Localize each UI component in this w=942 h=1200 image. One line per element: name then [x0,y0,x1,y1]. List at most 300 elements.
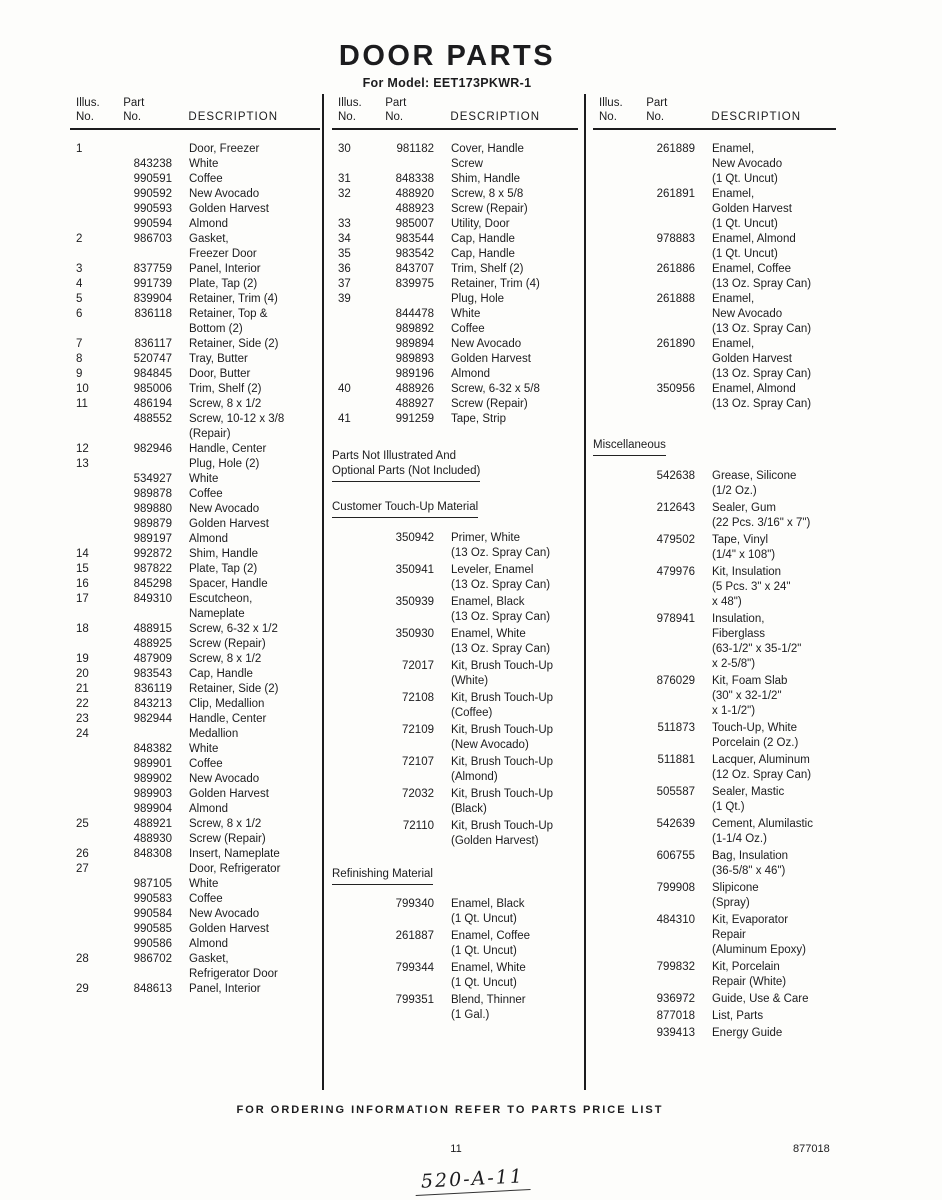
illus-no [70,892,120,907]
part-description: Kit, Brush Touch-Up (Black) [451,788,554,815]
part-no: 606755 [656,850,695,862]
illus-no [70,787,120,802]
part-no: 488926 [395,383,434,395]
parts-column-3 [593,96,836,1043]
illus-no: 34 [338,233,351,245]
illus-no [70,502,120,517]
illus-no [332,337,382,352]
part-row [70,292,320,307]
part-no: 989892 [395,323,434,335]
part-description: Screw, 8 x 5/8 [451,188,524,200]
illus-no: 25 [76,818,89,830]
illus-no [70,637,120,652]
part-no: 986703 [133,233,172,245]
part-row [593,469,836,499]
illus-no [593,992,643,1007]
part-row [70,382,320,397]
part-description: Kit, Foam Slab (30" x 32-1/2" x 1-1/2") [712,675,788,717]
part-description: Retainer, Side (2) [189,338,279,350]
part-no: 989893 [395,353,434,365]
part-no: 836117 [134,338,172,350]
header-illus: Illus. [338,97,362,109]
part-row [70,727,320,742]
part-description: Touch-Up, White Porcelain (2 Oz.) [712,722,799,749]
part-description: Plate, Tap (2) [189,563,258,575]
section-title-line: Parts Not Illustrated And [332,450,457,462]
part-description: Energy Guide [712,1027,783,1039]
illus-no [332,659,382,689]
illus-no [70,472,120,487]
part-no: 488925 [133,638,172,650]
section-title-line: Miscellaneous [593,439,666,451]
part-description: Screw, 6-32 x 5/8 [451,383,540,395]
part-description: Screw (Repair) [451,398,528,410]
part-row [70,892,320,907]
part-row [332,337,578,352]
part-no: 843213 [133,698,172,710]
part-row [332,217,578,232]
part-description: Enamel, Coffee (1 Qt. Uncut) [451,930,531,957]
illus-no [70,937,120,952]
illus-no [332,897,382,927]
page-number: 11 [450,1143,462,1155]
part-row [70,472,320,487]
header-no: No. [599,111,617,123]
part-description: Gasket, Freezer Door [189,233,257,260]
header-no: No. [76,111,94,123]
part-no: 350956 [656,383,695,395]
illus-no [332,627,382,657]
header-illus: Illus. [76,97,100,109]
part-row [70,157,320,172]
part-row [332,659,578,689]
header-no: No. [385,111,404,123]
part-row [70,877,320,892]
part-description: Coffee [189,173,223,185]
part-no: 849310 [133,593,172,605]
part-description: Screw, 8 x 1/2 [189,653,262,665]
part-no: 845298 [133,578,172,590]
illus-no [593,960,643,990]
part-no [382,292,434,307]
illus-no [70,202,120,217]
part-description: Kit, Brush Touch-Up (Almond) [451,756,554,783]
part-description: Screw, 8 x 1/2 [189,398,262,410]
part-no: 990586 [133,938,172,950]
illus-no: 40 [338,383,351,395]
part-no: 989879 [133,518,172,530]
illus-no: 4 [76,278,83,290]
part-row [70,397,320,412]
part-no: 511873 [657,722,695,734]
part-no: 983544 [395,233,434,245]
part-description: Coffee [451,323,485,335]
handwritten-note: 520-A-11 [414,1165,530,1196]
part-description: Screw (Repair) [451,203,528,215]
part-row [332,382,578,397]
part-row [70,712,320,727]
part-row [593,849,836,879]
part-no: 486194 [133,398,172,410]
part-row [332,322,578,337]
part-description: Golden Harvest [189,788,269,800]
illus-no [70,517,120,532]
part-no: 990583 [133,893,172,905]
illus-no [332,531,382,561]
part-row [332,142,578,172]
part-no: 876029 [656,675,695,687]
part-row [332,819,578,849]
part-row [593,992,836,1007]
part-no: 799351 [395,994,434,1006]
part-row [70,547,320,562]
parts-rows [70,142,320,997]
part-description: White [189,473,219,485]
part-description: Retainer, Trim (4) [451,278,540,290]
part-row [593,817,836,847]
part-no: 488921 [133,818,172,830]
illus-no: 8 [76,353,83,365]
illus-no [332,929,382,959]
part-no: 991259 [395,413,434,425]
part-row [70,982,320,997]
part-row [332,247,578,262]
illus-no [70,877,120,892]
part-row [332,262,578,277]
part-description: New Avocado [189,188,260,200]
part-description: Kit, Evaporator Repair (Aluminum Epoxy) [712,914,806,956]
part-row [70,862,320,877]
parts-rows [593,142,836,412]
part-no: 839904 [133,293,172,305]
part-description: Leveler, Enamel (13 Oz. Spray Can) [451,564,551,591]
part-no: 990591 [133,173,172,185]
part-row [70,142,320,157]
part-no: 848382 [133,743,172,755]
part-no: 212643 [656,502,695,514]
part-no: 836118 [134,308,172,320]
part-description: Primer, White (13 Oz. Spray Can) [451,532,551,559]
part-no: 990585 [133,923,172,935]
illus-no [70,187,120,202]
part-no: 261891 [656,188,695,200]
parts-column-2 [332,96,578,1025]
part-no: 982944 [133,713,172,725]
illus-no: 9 [76,368,83,380]
part-row [70,697,320,712]
part-no: 542638 [656,470,695,482]
illus-no [593,674,643,719]
illus-no [593,292,643,337]
illus-no: 14 [76,548,89,560]
part-no: 350941 [395,564,434,576]
part-description: Grease, Silicone (1/2 Oz.) [712,470,797,497]
part-description: Kit, Brush Touch-Up (New Avocado) [451,724,554,751]
part-description: Screw (Repair) [189,833,266,845]
part-row [332,961,578,991]
illus-no [593,533,643,563]
part-row [70,802,320,817]
illus-no [332,723,382,753]
part-row [70,577,320,592]
illus-no [593,785,643,815]
part-no [120,142,172,157]
part-row [70,187,320,202]
illus-no: 2 [76,233,83,245]
part-no: 511881 [657,754,695,766]
part-row [70,172,320,187]
part-no [120,727,172,742]
part-description: Insert, Nameplate [189,848,280,860]
illus-no: 20 [76,668,89,680]
part-description: Tape, Strip [451,413,506,425]
illus-no: 16 [76,578,89,590]
part-row [70,817,320,832]
part-no [120,457,172,472]
part-no: 989901 [133,758,172,770]
part-no: 989894 [395,338,434,350]
illus-no: 15 [76,563,89,575]
part-no: 488927 [395,398,434,410]
part-description: Insulation, Fiberglass (63-1/2" x 35-1/2" x 2-5/8") [712,613,802,670]
part-no: 837759 [133,263,172,275]
part-row [70,637,320,652]
illus-no: 21 [76,683,89,695]
part-description: Screw, 6-32 x 1/2 [189,623,278,635]
part-description: Spacer, Handle [189,578,268,590]
part-description: Handle, Center [189,713,267,725]
illus-no: 29 [76,983,89,995]
part-no: 261889 [656,143,695,155]
part-row [593,721,836,751]
part-no: 72109 [402,724,434,736]
illus-no [70,217,120,232]
part-description: Bag, Insulation (36-5/8" x 46") [712,850,789,877]
part-row [70,232,320,262]
part-no: 487909 [133,653,172,665]
part-no: 488915 [133,623,172,635]
header-description: DESCRIPTION [450,111,540,123]
part-row [70,937,320,952]
part-description: Sealer, Gum (22 Pcs. 3/16" x 7") [712,502,811,529]
part-row [593,533,836,563]
section-title-not-illustrated [332,449,480,482]
part-no: 990593 [133,203,172,215]
part-row [70,517,320,532]
part-description: Enamel, White (13 Oz. Spray Can) [451,628,551,655]
part-description: Almond [451,368,490,380]
section-title-line: Customer Touch-Up Material [332,501,479,513]
illus-no [70,157,120,172]
illus-no [593,817,643,847]
part-row [70,592,320,622]
illus-no [593,232,643,262]
part-description: List, Parts [712,1010,764,1022]
part-row [593,382,836,412]
part-description: Blend, Thinner (1 Gal.) [451,994,526,1021]
part-no: 990592 [133,188,172,200]
part-row [593,913,836,958]
part-no: 990594 [133,218,172,230]
part-row [70,847,320,862]
part-description: Medallion [189,728,239,740]
part-row [593,881,836,911]
part-row [332,277,578,292]
illus-no [70,832,120,847]
illus-no: 7 [76,338,83,350]
illus-no [70,487,120,502]
part-row [593,337,836,382]
column-header [332,96,578,130]
part-no: 844478 [395,308,434,320]
part-description: Almond [189,218,228,230]
page-header [0,40,894,90]
part-row [70,667,320,682]
part-no: 261890 [656,338,695,350]
illus-no [332,787,382,817]
header-part: Part [385,97,407,109]
illus-no: 41 [338,413,351,425]
part-no: 261888 [656,293,695,305]
part-description: Enamel, Golden Harvest (13 Oz. Spray Can) [712,338,812,380]
part-row [332,397,578,412]
part-no: 990584 [133,908,172,920]
part-row [70,262,320,277]
illus-no: 32 [338,188,351,200]
illus-no [593,1009,643,1024]
section-title-line: Optional Parts (Not Included) [332,465,481,477]
illus-no [332,993,382,1023]
part-description: Golden Harvest [189,923,269,935]
refinishing-rows [332,897,578,1023]
illus-no [593,469,643,499]
illus-no [70,742,120,757]
page-title: DOOR PARTS [338,40,556,72]
part-description: Cap, Handle [189,668,253,680]
part-row [70,652,320,667]
part-row [70,487,320,502]
part-description: Almond [189,803,228,815]
illus-no [332,691,382,721]
part-row [332,897,578,927]
illus-no [70,922,120,937]
column-divider [322,94,324,1090]
illus-no: 35 [338,248,351,260]
part-row [332,172,578,187]
illus-no: 30 [338,143,351,155]
part-row [332,307,578,322]
part-row [332,691,578,721]
part-description: Escutcheon, Nameplate [189,593,253,620]
part-row [70,757,320,772]
illus-no [593,612,643,672]
illus-no: 19 [76,653,89,665]
part-description: Enamel, New Avocado (13 Oz. Spray Can) [712,293,812,335]
part-description: Almond [189,533,228,545]
part-no: 981182 [396,143,434,155]
part-no: 505587 [656,786,695,798]
part-row [70,412,320,442]
illus-no: 27 [76,863,89,875]
part-no: 983543 [133,668,172,680]
part-row [70,442,320,457]
part-description: Panel, Interior [189,263,261,275]
part-no: 936972 [656,993,695,1005]
part-no: 989197 [133,533,172,545]
illus-no [70,172,120,187]
header-rule [70,128,320,130]
part-row [593,232,836,262]
illus-no [593,187,643,232]
part-row [593,142,836,187]
part-row [70,502,320,517]
header-rule [332,128,578,130]
part-row [593,1009,836,1024]
illus-no [593,913,643,958]
illus-no [593,262,643,292]
part-description: Kit, Brush Touch-Up (Coffee) [451,692,554,719]
illus-no: 11 [76,398,88,410]
part-no: 989878 [133,488,172,500]
part-description: Screw, 10-12 x 3/8 (Repair) [189,413,285,440]
part-description: Lacquer, Aluminum (12 Oz. Spray Can) [712,754,812,781]
part-no: 479502 [656,534,695,546]
part-row [593,262,836,292]
part-row [70,682,320,697]
part-description: Cover, Handle Screw [451,143,524,170]
part-no: 72107 [402,756,434,768]
part-description: Guide, Use & Care [712,993,809,1005]
part-description: Door, Freezer [189,143,260,155]
part-row [593,674,836,719]
part-description: Kit, Brush Touch-Up (White) [451,660,554,687]
illus-no [593,849,643,879]
illus-no [70,532,120,547]
part-no: 877018 [656,1010,695,1022]
illus-no [70,802,120,817]
part-row [70,217,320,232]
part-description: White [189,878,219,890]
header-illus: Illus. [599,97,623,109]
part-no: 72108 [402,692,434,704]
part-row [70,742,320,757]
section-title-miscellaneous [593,438,666,456]
part-row [70,562,320,577]
part-row [70,277,320,292]
illus-no [332,819,382,849]
part-row [70,772,320,787]
part-description: Door, Refrigerator [189,863,281,875]
part-description: Plug, Hole (2) [189,458,260,470]
illus-no [332,367,382,382]
illus-no: 22 [76,698,89,710]
part-row [332,627,578,657]
part-no: 261887 [395,930,434,942]
part-description: Golden Harvest [189,203,269,215]
part-description: Enamel, Golden Harvest (1 Qt. Uncut) [712,188,792,230]
part-row [332,723,578,753]
part-row [70,952,320,982]
part-no: 989902 [133,773,172,785]
part-no: 350942 [395,532,434,544]
header-part: Part [123,97,145,109]
part-row [593,753,836,783]
part-description: Shim, Handle [189,548,259,560]
part-row [593,1026,836,1041]
part-no: 843707 [395,263,434,275]
parts-column-1 [70,96,320,997]
illus-no: 28 [76,953,89,965]
